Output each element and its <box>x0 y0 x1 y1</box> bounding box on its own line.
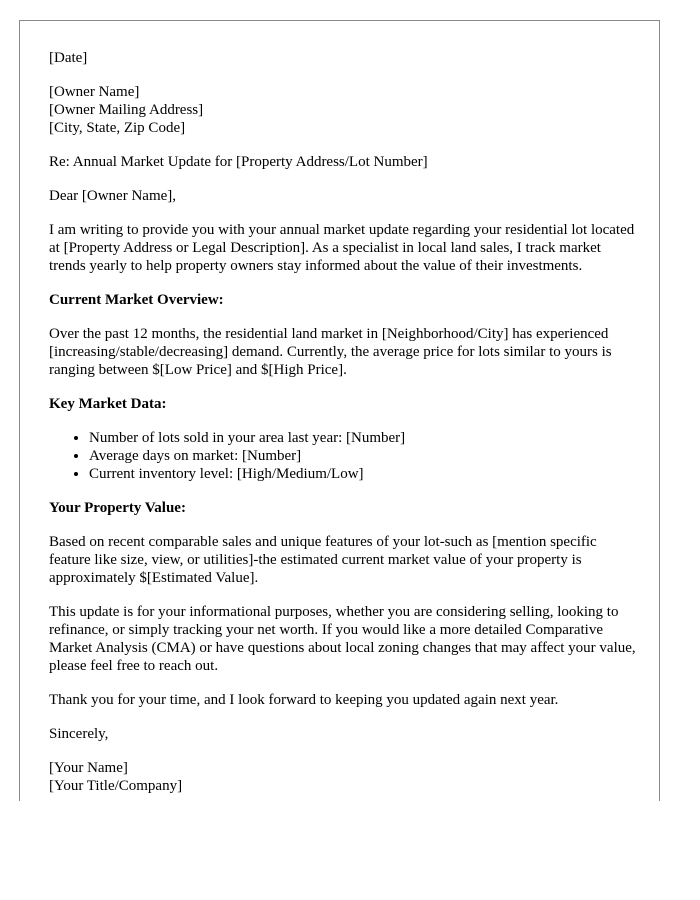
purpose-paragraph: This update is for your informational purposes, whether you are considering selling, looking to refinance, or simply tracking your net worth. If you would like a more detailed Comparative Market Analysis (CMA) or have questions about local zoning changes that may affect your value, please feel free to reach out. <box>49 604 636 674</box>
recipient-block <box>49 83 639 137</box>
letter-body <box>49 49 639 801</box>
intro-paragraph: I am writing to provide you with your annual market update regarding your residential lot located at [Property Address or Legal Description]. As a specialist in local land sales, I track market trends yearly to help property owners stay informed about the value of their investments. <box>49 222 635 274</box>
list-item: • Current inventory level: [High/Medium/Low] <box>89 465 639 483</box>
key-market-data-heading: Key Market Data: <box>49 396 167 412</box>
sender-title: [Your Title/Company] <box>49 778 183 794</box>
recipient-address: [Owner Mailing Address] <box>49 102 204 118</box>
market-overview-heading: Current Market Overview: <box>49 292 224 308</box>
signature-block <box>49 759 639 795</box>
list-item: • Average days on market: [Number] <box>89 447 639 465</box>
salutation: Dear [Owner Name], <box>49 188 177 204</box>
closing: Sincerely, <box>49 726 109 742</box>
letter-date: [Date] <box>49 50 88 66</box>
thanks-paragraph: Thank you for your time, and I look forward to keeping you updated again next year. <box>49 692 559 708</box>
list-item: • Number of lots sold in your area last year: [Number] <box>89 429 639 447</box>
market-overview-paragraph: Over the past 12 months, the residential land market in [Neighborhood/City] has experienced [increasing/stable/decreasing] demand. Currently, the average price for lots similar to yours is ranging between $[Low Price] and $[High Price]. <box>49 326 612 378</box>
key-market-data-list <box>49 429 639 483</box>
letter-page <box>19 20 660 801</box>
sender-name: [Your Name] <box>49 760 128 776</box>
property-value-paragraph: Based on recent comparable sales and unique features of your lot-such as [mention specific feature like size, view, or utilities]-the estimated current market value of your property is approximately $[Estimated Value]. <box>49 534 597 586</box>
subject-line: Re: Annual Market Update for [Property Address/Lot Number] <box>49 154 428 170</box>
recipient-city: [City, State, Zip Code] <box>49 120 186 136</box>
recipient-name: [Owner Name] <box>49 84 140 100</box>
property-value-heading: Your Property Value: <box>49 500 186 516</box>
